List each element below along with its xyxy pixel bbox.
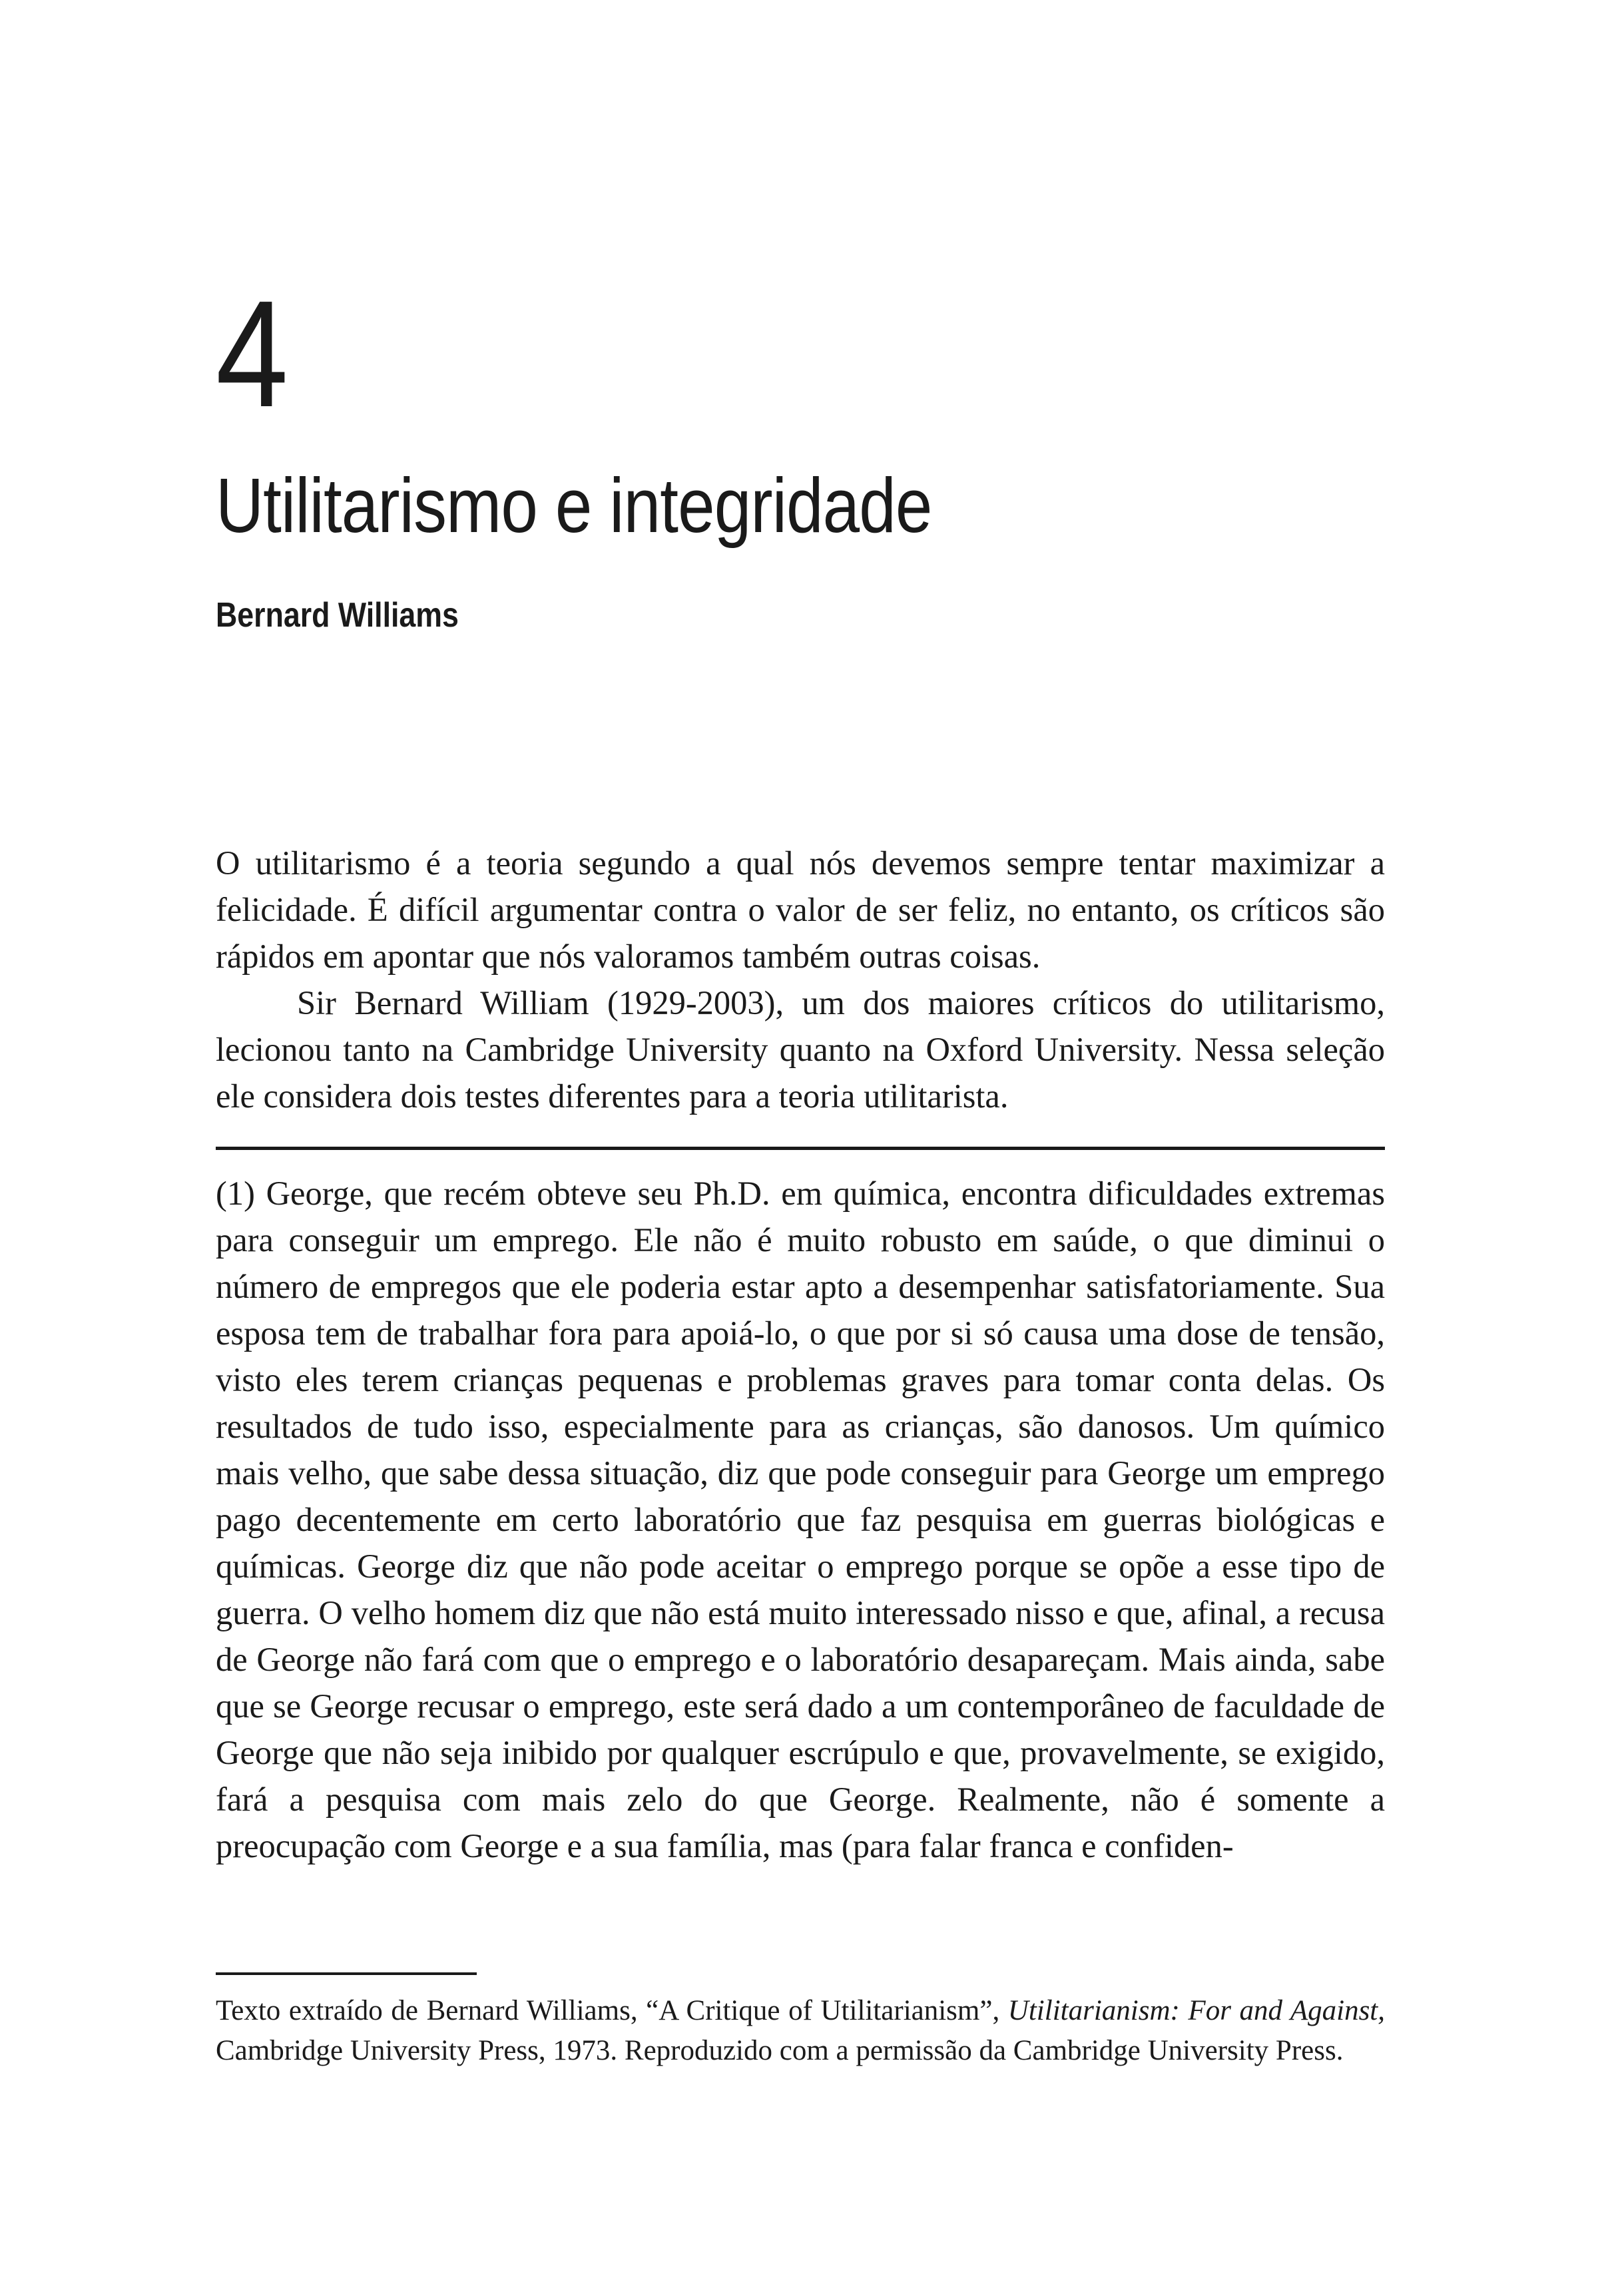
footnote-suffix: Cambridge University Press, 1973. Reproduzido com a permissão da Cambridge University Press.: [216, 2035, 1344, 2066]
chapter-title: Utilitarismo e integridade: [216, 462, 932, 549]
excerpt-paragraph: (1) George, que recém obteve seu Ph.D. em química, encontra dificuldades extremas para conseguir um emprego. Ele não é muito robusto em saúde, o que diminui o número de empregos que ele poderia estar apto a desempenhar satisfatoriamente. Sua esposa tem de trabalhar fora para apoiá-lo, o que por si só causa uma dose de tensão, visto eles terem crianças pequenas e problemas graves para tomar conta delas. Os resultados de tudo isso, especialmente para as crianças, são danosos. Um químico mais velho, que sabe dessa situação, diz que pode conseguir para George um emprego pago decentemente em certo laboratório que faz pesquisa em guerras biológicas e químicas. George diz que não pode aceitar o emprego porque se opõe a esse tipo de guerra. O velho homem diz que não está muito interessado nisso e que, afinal, a recusa de George não fará com que o emprego e o laboratório desapareçam. Mais ainda, sabe que se George recusar o emprego, este será dado a um contemporâneo de faculdade de George que não seja inibido por qualquer escrúpulo e que, provavelmente, se exigido, fará a pesquisa com mais zelo do que George. Realmente, não é somente a preocupação com George e a sua família, mas (para falar franca e confiden-: [216, 1175, 1385, 1865]
source-footnote: [216, 1991, 1385, 2071]
footnote-book-title: Utilitarianism: For and Against,: [1007, 1995, 1386, 2026]
section-divider: [216, 1147, 1385, 1150]
chapter-introduction: [216, 840, 1385, 1119]
intro-paragraph-2: Sir Bernard William (1929-2003), um dos maiores críticos do utilitarismo, lecionou tanto na Cambridge University quanto na Oxford University. Nessa seleção ele considera dois testes diferentes para a teoria utilitarista.: [216, 984, 1385, 1115]
chapter-author: Bernard Williams: [216, 596, 459, 635]
footnote-divider: [216, 1972, 477, 1975]
intro-paragraph-1: O utilitarismo é a teoria segundo a qual nós devemos sempre tentar maximizar a felicidade. É difícil argumentar contra o valor de ser feliz, no entanto, os críticos são rápidos em apontar que nós valoramos também outras coisas.: [216, 844, 1385, 975]
footnote-prefix: Texto extraído de Bernard Williams, “A Critique of Utilitarianism”,: [216, 1995, 1008, 2026]
chapter-number: 4: [216, 270, 286, 439]
